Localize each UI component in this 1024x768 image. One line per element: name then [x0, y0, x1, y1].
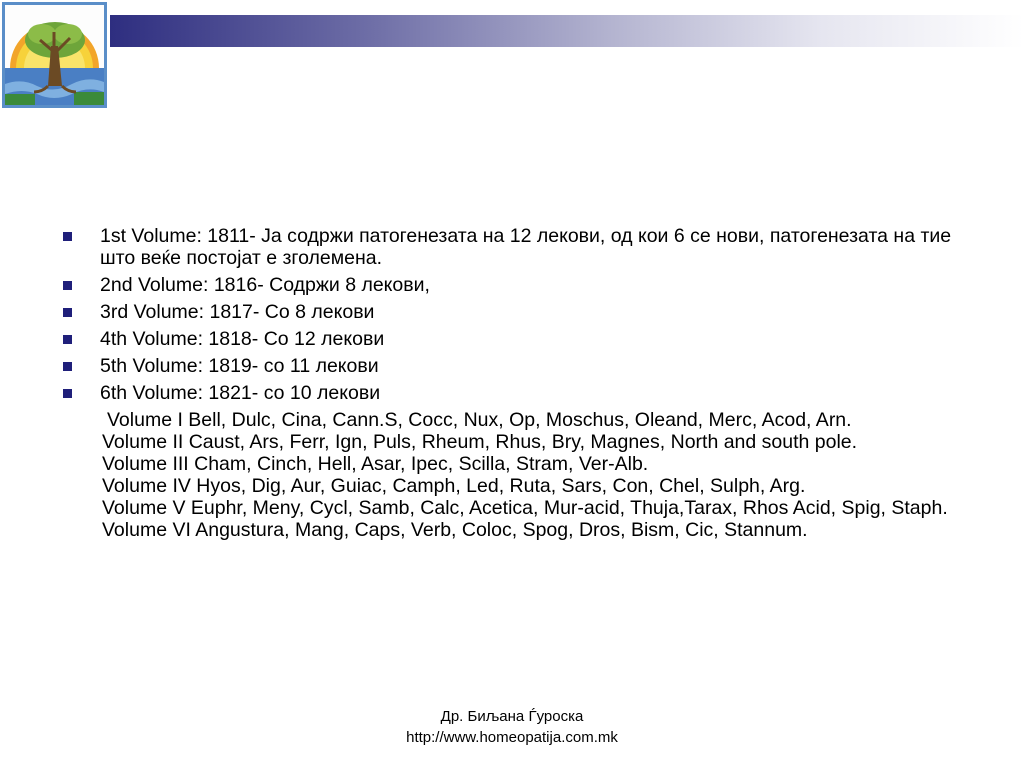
square-bullet-icon: [63, 389, 72, 398]
list-item-text: 6th Volume: 1821- со 10 лекови: [100, 382, 381, 404]
volume-remedies-line: Volume VI Angustura, Mang, Caps, Verb, Coloc, Spog, Dros, Bism, Cic, Stannum.: [102, 519, 808, 541]
list-item-text: 4th Volume: 1818- Со 12 лекови: [100, 328, 385, 350]
volume-remedies-line: Volume V Euphr, Meny, Cycl, Samb, Calc, Acetica, Mur-acid, Thuja,Tarax, Rhos Acid, Spig, Staph.: [102, 497, 948, 519]
volume-remedies-line: Volume II Caust, Ars, Ferr, Ign, Puls, Rheum, Rhus, Bry, Magnes, North and south pole.: [102, 431, 858, 453]
footer-author: Др. Биљана Ѓуроска: [440, 708, 584, 725]
square-bullet-icon: [63, 281, 72, 290]
volume-remedies-line: Volume IV Hyos, Dig, Aur, Guiac, Camph, Led, Ruta, Sars, Con, Chel, Sulph, Arg.: [102, 475, 806, 497]
slide-body: [60, 225, 990, 541]
square-bullet-icon: [63, 232, 72, 241]
square-bullet-icon: [63, 308, 72, 317]
header-gradient-bar: [110, 15, 1024, 47]
list-item: [60, 355, 990, 377]
square-bullet-icon: [63, 335, 72, 344]
square-bullet-icon: [63, 362, 72, 371]
list-item: [60, 328, 990, 350]
volume-remedies-line: Volume I Bell, Dulc, Cina, Cann.S, Cocc, Nux, Op, Moschus, Oleand, Merc, Acod, Arn.: [107, 409, 852, 431]
list-item: [60, 225, 990, 269]
list-item-text: 5th Volume: 1819- со 11 лекови: [100, 355, 379, 377]
volume-remedies-block: [60, 409, 990, 541]
list-item-text: 2nd Volume: 1816- Содржи 8 лекови,: [100, 274, 430, 296]
footer-url: http://www.homeopatija.com.mk: [406, 729, 618, 746]
list-item-text: 3rd Volume: 1817- Со 8 лекови: [100, 301, 375, 323]
list-item: [60, 274, 990, 296]
list-item: [60, 301, 990, 323]
tree-sun-logo-icon: [2, 2, 107, 108]
list-item: [60, 382, 990, 404]
list-item-text: 1st Volume: 1811- Ја содржи патогенезата на 12 лекови, од кои 6 се нови, патогенезата на тие што веќе постојат е зголемена.: [100, 225, 952, 269]
footer: [312, 706, 712, 748]
volume-remedies-line: Volume III Cham, Cinch, Hell, Asar, Ipec, Scilla, Stram, Ver-Alb.: [102, 453, 649, 475]
volume-list: [60, 225, 990, 404]
